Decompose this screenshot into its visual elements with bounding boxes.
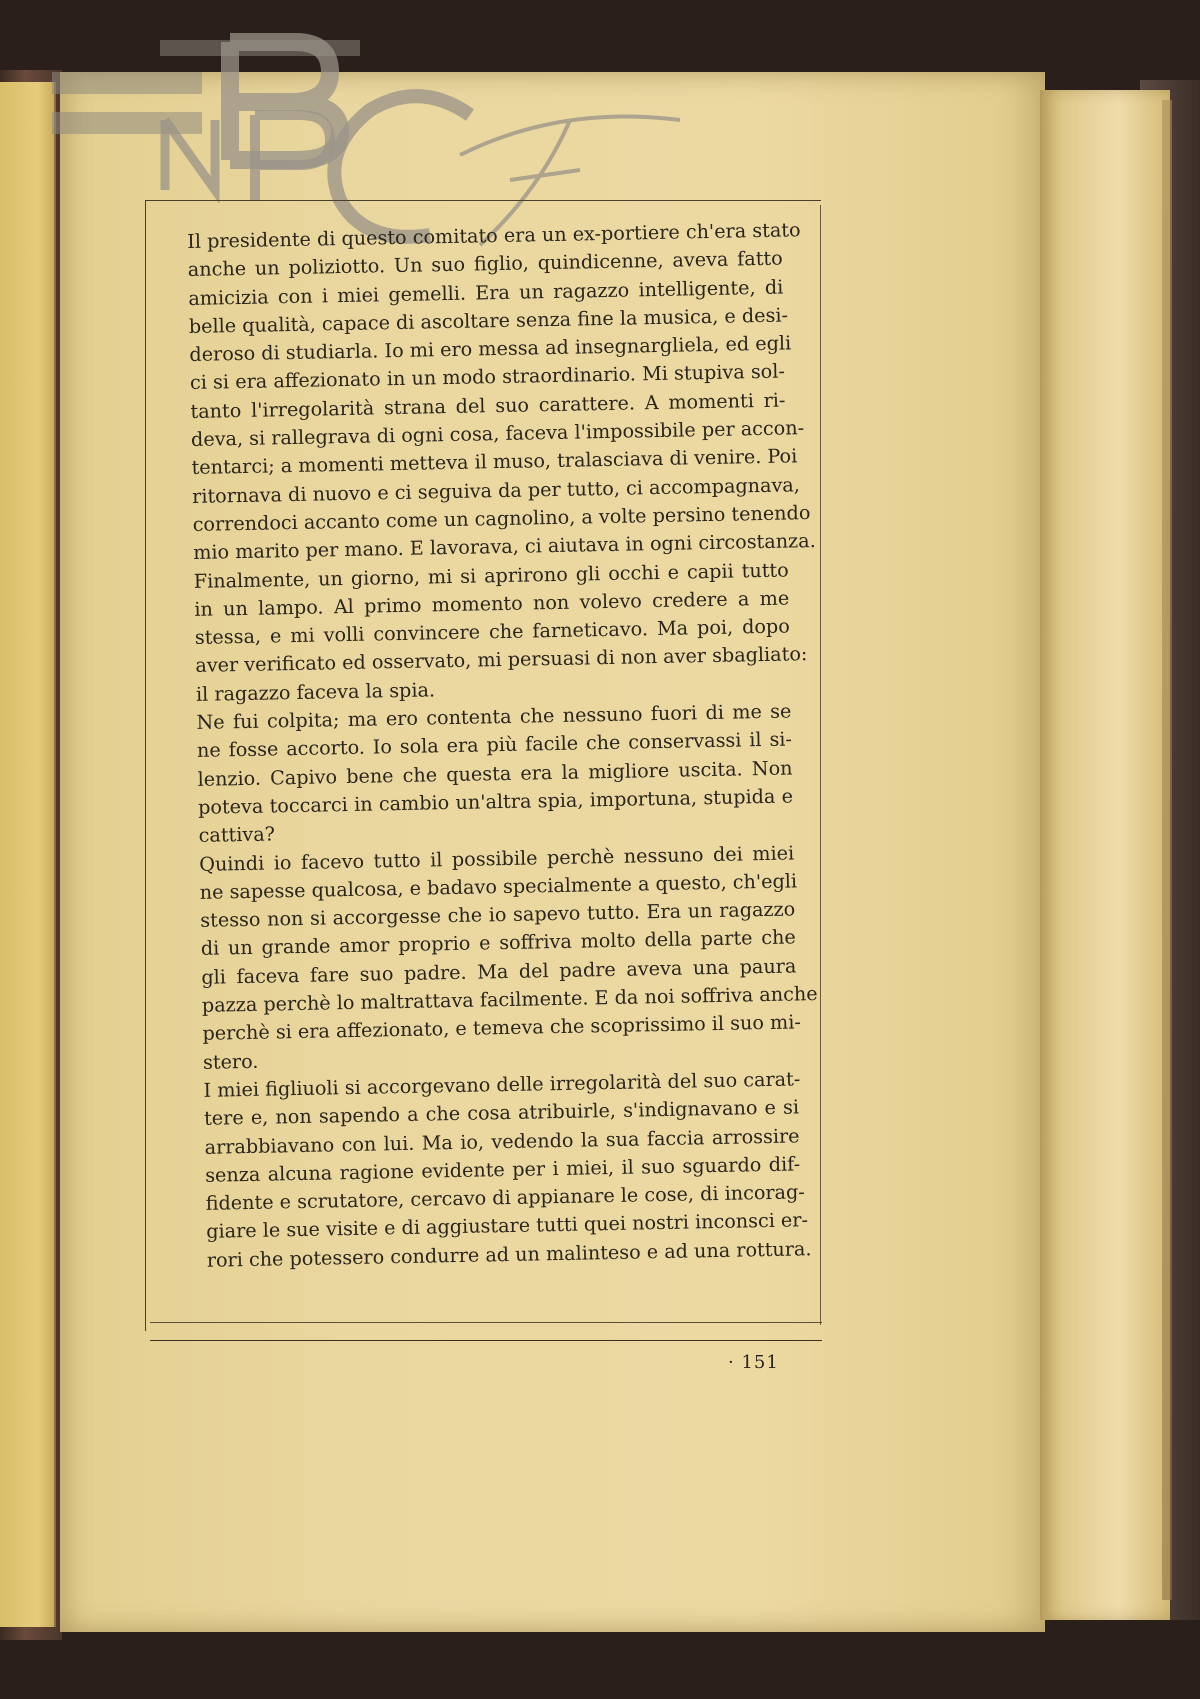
text-line: gli faceva fare suo padre. Ma del padre aveva una paura bbox=[201, 954, 797, 989]
text-line: poteva toccarci in cambio un'altra spia, importuna, stupida e bbox=[197, 784, 794, 819]
page-body-text bbox=[187, 217, 818, 1275]
text-frame-right-border bbox=[820, 205, 821, 1325]
paragraph-1 bbox=[187, 217, 816, 709]
text-line: tere e, non sapendo a che cosa atribuirle, s'indignavano e si bbox=[203, 1095, 800, 1131]
text-line: arrabbiavano con lui. Ma io, vedendo la sua faccia arrossire bbox=[204, 1123, 800, 1159]
text-line: stessa, e mi volli convincere che farneticavo. Ma poi, dopo bbox=[194, 614, 790, 650]
paragraph-3 bbox=[198, 839, 818, 1077]
text-line: fidente e scrutatore, cercavo di appianare le cose, di incorag- bbox=[205, 1180, 805, 1215]
text-line: senza alcuna ragione evidente per i miei, il suo sguardo dif- bbox=[204, 1152, 801, 1187]
text-line: ritornava di nuovo e ci seguiva da per tutto, ci accompagnava, bbox=[191, 472, 801, 508]
text-line: Il presidente di questo comitato era un ex-portiere ch'era stato bbox=[187, 218, 801, 253]
text-line: mio marito per mano. E lavorava, ci aiutava in ogni circostanza. bbox=[193, 529, 816, 565]
text-line: tanto l'irregolarità strana del suo carattere. A momenti ri- bbox=[190, 388, 786, 423]
text-line: aver verificato ed osservato, mi persuasi di non aver sbagliato: bbox=[195, 642, 808, 678]
text-line: di un grande amor proprio e soffriva molto della parte che bbox=[200, 925, 796, 961]
text-line: belle qualità, capace di ascoltare senza fine la musica, e desi- bbox=[188, 303, 789, 338]
text-line: rori che potessero condurre ad un malinteso e ad una rottura. bbox=[206, 1236, 812, 1272]
text-line: Ne fui colpita; ma ero contenta che nessuno fuori di me se bbox=[196, 699, 792, 734]
text-line: I miei figliuoli si accorgevano delle irregolarità del suo carat- bbox=[203, 1067, 801, 1102]
text-line: Finalmente, un giorno, mi si aprirono gli occhi e capii tutto bbox=[193, 558, 789, 593]
page-fold-edge bbox=[1162, 100, 1172, 1600]
text-frame-bottom-rule bbox=[150, 1340, 822, 1341]
text-line: ne sapesse qualcosa, e badavo specialmente a questo, ch'egli bbox=[199, 869, 798, 904]
folded-page-strip bbox=[1040, 90, 1170, 1620]
paragraph-2 bbox=[196, 698, 794, 851]
text-line: stesso non si accorgesse che io sapevo tutto. Era un ragazzo bbox=[200, 897, 796, 932]
text-line: deva, si rallegrava di ogni cosa, faceva l'impossibile per accon- bbox=[190, 416, 805, 452]
text-line: correndoci accanto come un cagnolino, a volte persino tenendo bbox=[192, 501, 811, 536]
text-line: il ragazzo faceva la spia. bbox=[195, 678, 436, 706]
text-line: perchè si era affezionato, e temeva che scoprissimo il suo mi- bbox=[202, 1010, 802, 1046]
text-line: stero. bbox=[202, 1049, 259, 1074]
text-line: giare le sue visite e di aggiustare tutti quei nostri inconsci er- bbox=[206, 1208, 809, 1244]
page-number: · 151 bbox=[728, 1352, 779, 1373]
text-line: pazza perchè lo maltrattava facilmente. E da noi soffriva anche bbox=[201, 982, 818, 1017]
text-line: amicizia con i miei gemelli. Era un ragazzo intelligente, di bbox=[188, 275, 784, 310]
text-line: ci si era affezionato in un modo straordinario. Mi stupiva sol- bbox=[189, 360, 786, 395]
text-line: Quindi io facevo tutto il possibile perchè nessuno dei miei bbox=[198, 840, 795, 876]
text-line: anche un poliziotto. Un suo figlio, quindicenne, aveva fatto bbox=[187, 246, 783, 282]
text-line: in un lampo. Al primo momento non volevo credere a me bbox=[194, 586, 790, 621]
text-line: lenzio. Capivo bene che questa era la migliore uscita. Non bbox=[197, 756, 793, 791]
text-line: cattiva? bbox=[198, 822, 276, 848]
text-frame-inner-rule bbox=[150, 1322, 822, 1323]
text-line: deroso di studiarla. Io mi ero messa ad insegnargliela, ed egli bbox=[189, 331, 792, 367]
facing-page-edge bbox=[0, 82, 56, 1627]
paragraph-4 bbox=[203, 1065, 812, 1274]
text-line: ne fosse accorto. Io sola era più facile che conservassi il si- bbox=[196, 727, 793, 763]
text-line: tentarci; a momenti metteva il muso, tralasciava di venire. Poi bbox=[191, 444, 798, 480]
